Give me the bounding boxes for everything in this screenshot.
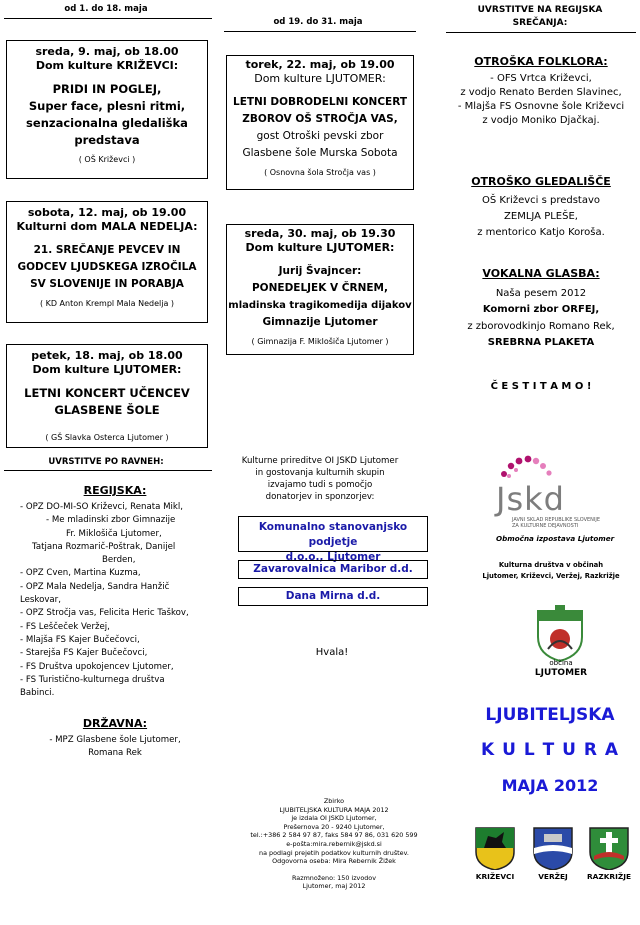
event-organizer: ( OŠ Križevci )	[78, 155, 136, 164]
vokalna-heading: VOKALNA GLASBA:	[482, 267, 600, 280]
event-title: LETNI DOBRODELNI KONCERT ZBOROV OŠ STROČJA VAS, gost Otroški pevski zbor Glasbene šole Murska Sobota	[233, 96, 407, 159]
gledalisce-block: OTROŠKO GLEDALIŠČE OŠ Križevci s predstavo ZEMLJA PLEŠE, z mentorico Katjo Koroša.	[442, 174, 640, 241]
crest-label: VERŽEJ	[538, 872, 568, 881]
event-card	[226, 224, 414, 355]
col1-rule	[4, 18, 212, 19]
title-line3: MAJA 2012	[501, 776, 599, 795]
jskd-wordmark: Jskd	[496, 480, 565, 518]
event-venue: Dom kulture LJUTOMER:	[254, 72, 386, 85]
verzej-crest-icon	[528, 826, 578, 870]
event-venue: Kulturni dom MALA NEDELJA:	[16, 220, 198, 233]
event-date: sobota, 12. maj, ob 19.00	[27, 206, 187, 219]
event-card	[6, 40, 208, 179]
event-date: torek, 22. maj, ob 19.00	[245, 58, 395, 71]
jskd-logo	[468, 452, 640, 544]
sponsor-zavarovalnica: Zavarovalnica Maribor d.d.	[238, 560, 428, 579]
gledalisce-heading: OTROŠKO GLEDALIŠČE	[471, 175, 611, 188]
event-date: sreda, 30. maj, ob 19.30	[244, 227, 396, 240]
event-organizer: ( Osnovna šola Stročja vas )	[264, 168, 376, 177]
jskd-branch: Območna izpostava Ljutomer	[496, 534, 615, 543]
obcina-name: LJUTOMER	[534, 668, 588, 678]
event-organizer: ( KD Anton Krempl Mala Nedelja )	[39, 299, 175, 308]
ravni-rule	[4, 470, 212, 471]
drzavna-list: - MPZ Glasbene šole Ljutomer, Romana Rek	[49, 735, 181, 758]
col2-header: od 19. do 31. maja	[273, 17, 363, 27]
ravni-header: UVRSTITVE PO RAVNEH:	[48, 457, 164, 467]
event-card	[6, 201, 208, 323]
jskd-subtitle: JAVNI SKLAD REPUBLIKE SLOVENIJE ZA KULTURNE DEJAVNOSTI	[512, 517, 601, 529]
folklora-block: OTROŠKA FOLKLORA: - OFS Vrtca Križevci, z vodjo Renato Berden Slavinec, - Mlajša FS Osnovne šole Križevci z vodjo Moniko Djačkaj.	[442, 55, 640, 128]
regijska-list: - OPZ DO-MI-SO Križevci, Renata Mikl, - Me mladinski zbor Gimnazije Fr. Miklošiča Ljutomer, Tatjana Rozmarič-Poštrak, Danijel Berden, - OPZ Cven, Martina Kuzma, - OPZ Mala Nedelja, Sandra Hanžič Leskovar, - OPZ Stročja vas, Felicita Heric Taškov, - FS Leščeček Veržej, - Mlajša FS Kajer Bučečovci, - Starejša FS Kajer Bučečovci, - FS Društva upokojencev Ljutomer, - FS Turistično-kulturnega društva Babinci.	[20, 502, 189, 699]
event-date: petek, 18. maj, ob 18.00	[31, 349, 183, 362]
title-line1: LJUBITELJSKA	[485, 705, 615, 725]
razkrizje-crest-icon	[584, 826, 634, 870]
event-title: PRIDI IN POGLEJ, Super face, plesni ritmi, senzacionalna gledališka predstava	[26, 82, 188, 147]
event-organizer: ( Gimnazija F. Miklošiča Ljutomer )	[251, 337, 389, 346]
jskd-societies: Kulturna društva v občinah Ljutomer, Križevci, Veržej, Razkrižje	[482, 561, 620, 580]
colophon: Zbirko LJUBITELJSKA KULTURA MAJA 2012 je izdala OI JSKD Ljutomer, Prešernova 20 - 9240 Ljutomer, tel.:+386 2 584 97 87, faks 584 97 86, 031 620 599 e-pošta:mira.rebernik@jskd.si na podlagi prejetih podatkov kulturnih društev. Odgovorna oseba: Mira Rebernik Žižek Razmnoženo: 150 izvodov Ljutomer, maj 2012	[250, 797, 418, 891]
col3-rule	[446, 32, 636, 33]
sponsor-komunalno: Komunalno stanovanjsko podjetje d.o.o., Ljutomer	[238, 516, 428, 552]
congrats-text: Č E S T I T A M O !	[490, 381, 592, 392]
event-date: sreda, 9. maj, ob 18.00	[35, 45, 179, 58]
event-title: Jurij Švajncer: PONEDELJEK V ČRNEM, mladinska tragikomedija dijakov Gimnazije Ljutomer	[228, 265, 412, 328]
event-organizer: ( GŠ Slavka Osterca Ljutomer )	[45, 433, 169, 442]
event-title: LETNI KONCERT UČENCEV GLASBENE ŠOLE	[24, 386, 190, 417]
crest-verzej	[528, 826, 578, 882]
event-card	[6, 344, 208, 448]
col1-header: od 1. do 18. maja	[64, 4, 148, 14]
vokalna-block: VOKALNA GLASBA: Naša pesem 2012 Komorni zbor ORFEJ, z zborovodkinjo Romano Rek, SREBRNA PLAKETA	[442, 266, 640, 352]
ljutomer-crest	[526, 603, 596, 681]
obcina-label: občina	[549, 659, 573, 667]
crest-krizevci	[470, 826, 520, 882]
col3-header: UVRSTITVE NA REGIJSKA SREČANJA:	[477, 5, 603, 28]
col2-rule	[224, 31, 416, 32]
crest-razkrizje	[584, 826, 634, 882]
thanks-text: Hvala!	[315, 647, 349, 658]
drzavna-heading: DRŽAVNA:	[82, 717, 148, 730]
crest-label: RAZKRIŽJE	[586, 872, 632, 881]
title-line2: K U L T U R A	[481, 740, 619, 760]
sponsor-intro: Kulturne prireditve OI JSKD Ljutomer in gostovanja kulturnih skupin izvajamo tudi s pomočjo donatorjev in sponzorjev:	[241, 456, 399, 502]
event-card	[226, 55, 414, 190]
sponsor-dana: Dana Mirna d.d.	[238, 587, 428, 606]
krizevci-crest-icon	[470, 826, 520, 870]
event-venue: Dom kulture KRIŽEVCI:	[35, 59, 179, 72]
event-venue: Dom kulture LJUTOMER:	[245, 241, 395, 254]
event-venue: Dom kulture LJUTOMER:	[32, 363, 182, 376]
ljutomer-crest-icon	[526, 603, 596, 663]
regijska-heading: REGIJSKA:	[83, 484, 147, 497]
folklora-heading: OTROŠKA FOLKLORA:	[474, 55, 608, 68]
event-title: 21. SREČANJE PEVCEV IN GODCEV LJUDSKEGA IZROČILA SV SLOVENIJE IN PORABJA	[17, 244, 197, 290]
crest-label: KRIŽEVCI	[475, 872, 515, 881]
